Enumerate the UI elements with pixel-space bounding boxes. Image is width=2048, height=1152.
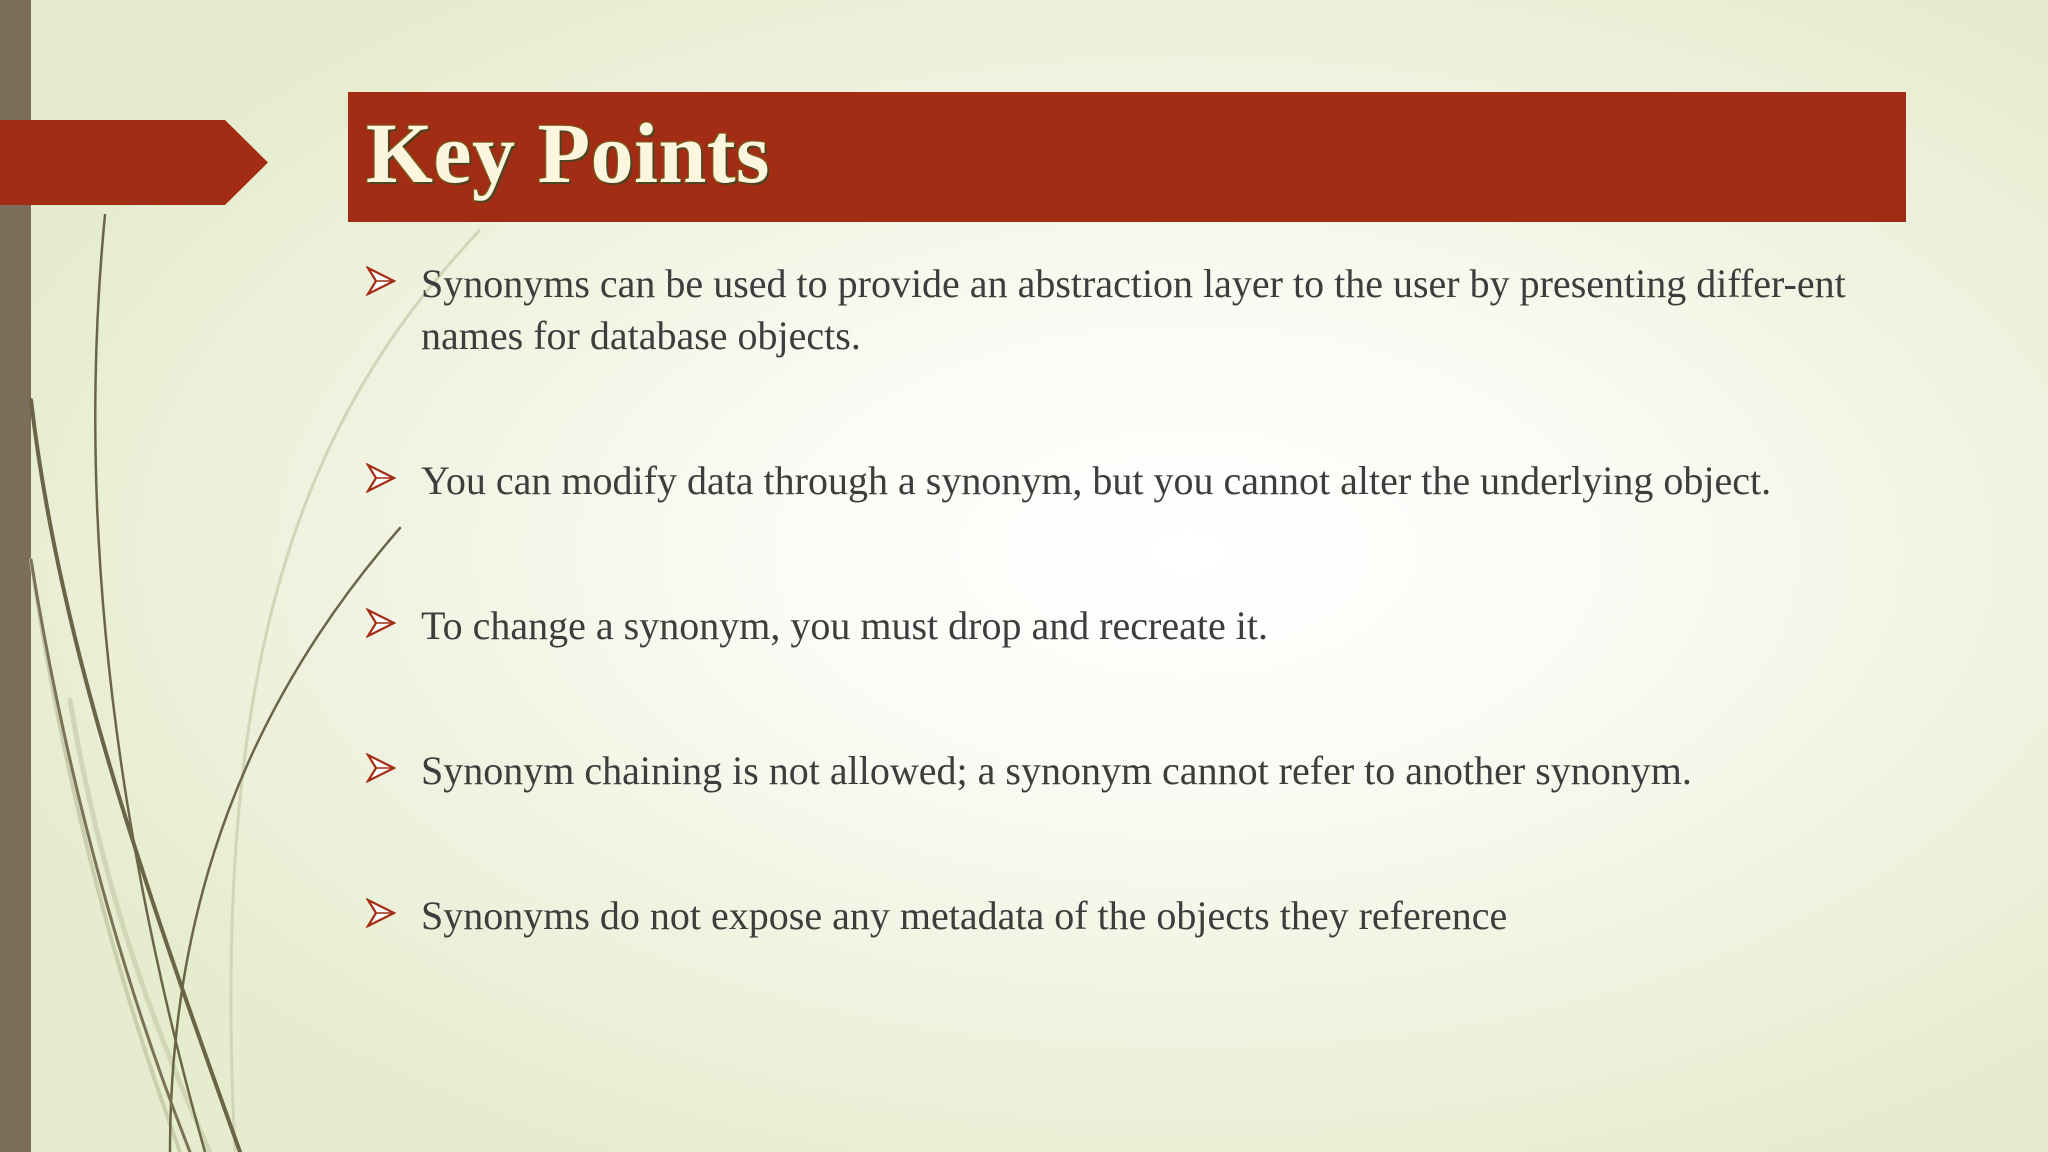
slide-title: Key Points: [366, 105, 770, 201]
bullet-text: Synonym chaining is not allowed; a synonym cannot refer to another synonym.: [421, 748, 1692, 793]
bullet-text: Synonyms can be used to provide an abstraction layer to the user by presenting differ-ent names for database objects.: [421, 261, 1846, 358]
bullet-text: You can modify data through a synonym, but you cannot alter the underlying object.: [421, 458, 1772, 503]
arrowhead-bullet-icon: [366, 463, 396, 493]
title-banner: [348, 92, 1906, 222]
arrowhead-bullet-icon: [366, 266, 396, 296]
bullet-text: To change a synonym, you must drop and recreate it.: [421, 603, 1268, 648]
arrowhead-bullet-icon: [366, 753, 396, 783]
arrowhead-bullet-icon: [366, 608, 396, 638]
bullet-text: Synonyms do not expose any metadata of the objects they reference: [421, 893, 1508, 938]
arrow-tab-icon: [0, 120, 268, 205]
arrowhead-bullet-icon: [366, 898, 396, 928]
